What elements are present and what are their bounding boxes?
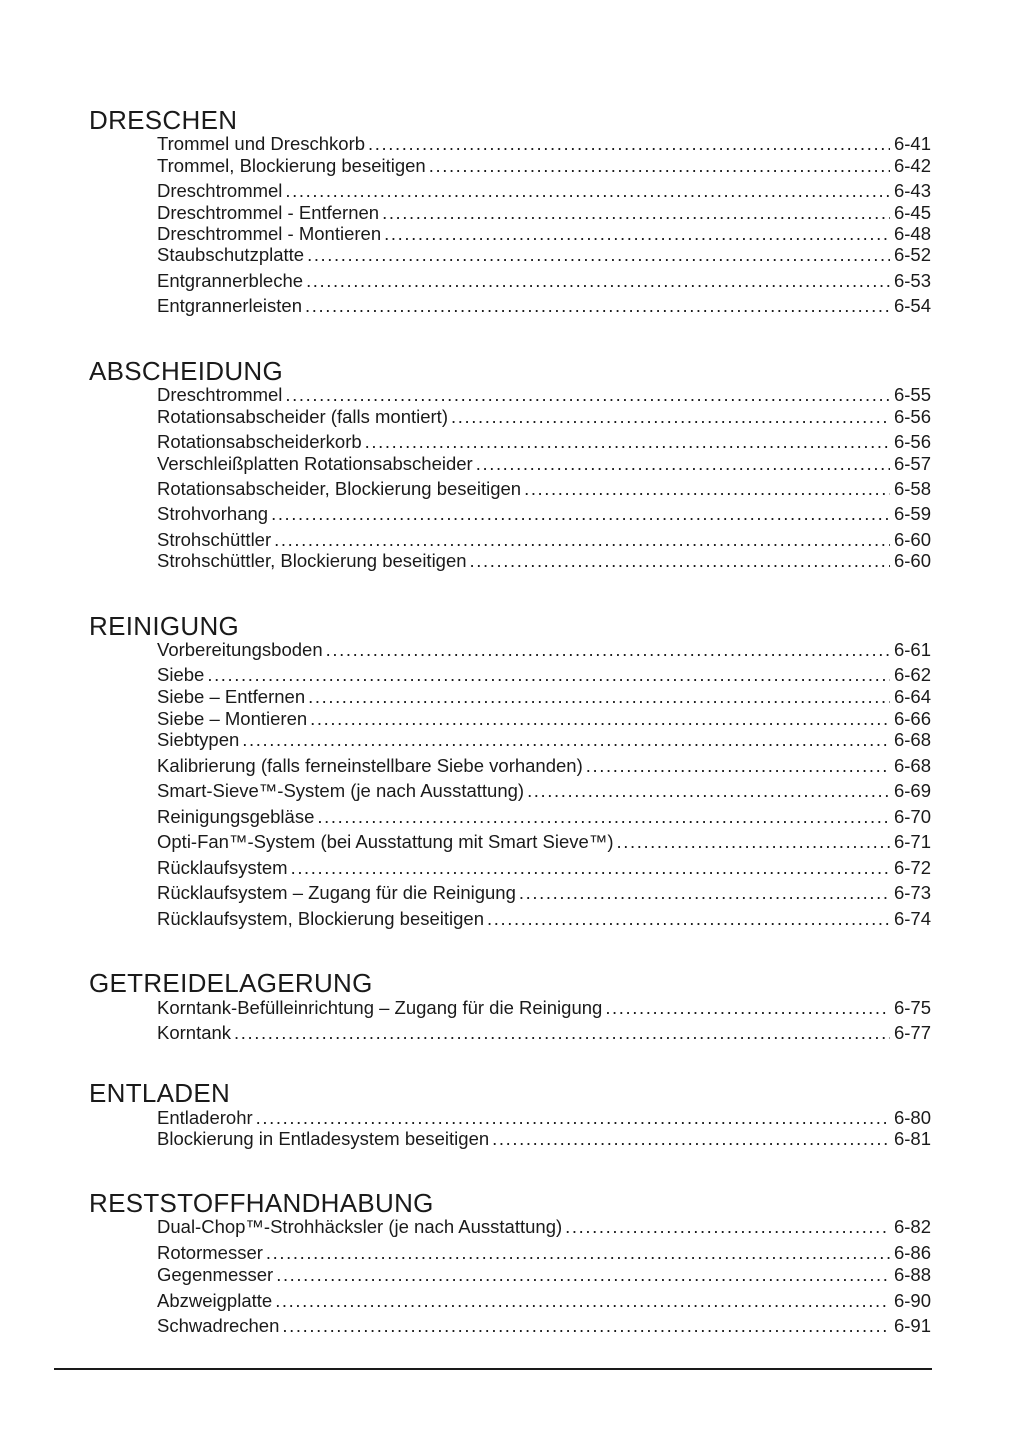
entry-page: 6-74 — [893, 908, 931, 929]
toc-entry[interactable] — [157, 908, 931, 930]
dot-leader — [487, 908, 890, 930]
dot-leader — [429, 155, 890, 177]
dot-leader — [306, 270, 890, 292]
entry-label: Staubschutzplatte — [157, 244, 305, 265]
toc-entry[interactable] — [157, 1128, 931, 1150]
entry-page: 6-68 — [893, 729, 931, 750]
entry-page: 6-53 — [893, 270, 931, 291]
entry-label: Rücklaufsystem — [157, 857, 288, 878]
entry-page: 6-54 — [893, 295, 931, 316]
entry-label: Abzweigplatte — [157, 1290, 273, 1311]
entry-page: 6-66 — [893, 708, 931, 729]
entry-page: 6-42 — [893, 155, 931, 176]
toc-entry[interactable] — [157, 406, 931, 428]
toc-entry[interactable] — [157, 639, 931, 661]
entry-label: Siebe – Entfernen — [157, 686, 306, 707]
entry-label: Strohschüttler — [157, 529, 272, 550]
toc-entry[interactable] — [157, 478, 931, 500]
entry-label: Rücklaufsystem – Zugang für die Reinigung — [157, 882, 516, 903]
dot-leader — [605, 997, 890, 1019]
dot-leader — [565, 1216, 890, 1238]
toc-entry[interactable] — [157, 155, 931, 177]
toc-entry[interactable] — [157, 202, 931, 224]
section-title: ABSCHEIDUNG — [89, 356, 283, 386]
toc-entry[interactable] — [157, 1216, 931, 1238]
entry-page: 6-69 — [893, 780, 931, 801]
toc-entry[interactable] — [157, 1107, 931, 1129]
toc-entry[interactable] — [157, 729, 931, 751]
dot-leader — [266, 1242, 890, 1264]
dot-leader — [308, 686, 890, 708]
entry-label: Rücklaufsystem, Blockierung beseitigen — [157, 908, 484, 929]
toc-entry[interactable] — [157, 295, 931, 317]
entry-label: Kalibrierung (falls ferneinstellbare Siebe vorhanden) — [157, 755, 583, 776]
entry-label: Korntank — [157, 1022, 232, 1043]
entry-page: 6-82 — [893, 1216, 931, 1237]
entry-label: Dreschtrommel — [157, 180, 283, 201]
toc-entry[interactable] — [157, 664, 931, 686]
toc-entry[interactable] — [157, 550, 931, 572]
entry-page: 6-73 — [893, 882, 931, 903]
section-title: GETREIDELAGERUNG — [89, 968, 373, 998]
entry-label: Blockierung in Entladesystem beseitigen — [157, 1128, 490, 1149]
toc-entry[interactable] — [157, 686, 931, 708]
toc-entry[interactable] — [157, 882, 931, 904]
bottom-divider — [54, 1368, 932, 1370]
toc-entry[interactable] — [157, 431, 931, 453]
dot-leader — [307, 244, 890, 266]
entry-label: Trommel und Dreschkorb — [157, 133, 366, 154]
entry-page: 6-48 — [893, 223, 931, 244]
entry-label: Korntank-Befülleinrichtung – Zugang für die Reinigung — [157, 997, 603, 1018]
toc-entry[interactable] — [157, 223, 931, 245]
entry-label: Rotationsabscheider (falls montiert) — [157, 406, 448, 427]
dot-leader — [476, 453, 890, 475]
dot-leader — [285, 384, 890, 406]
entry-page: 6-56 — [893, 406, 931, 427]
toc-entry[interactable] — [157, 1290, 931, 1312]
section-title: RESTSTOFFHANDHABUNG — [89, 1188, 434, 1218]
entry-page: 6-70 — [893, 806, 931, 827]
dot-leader — [305, 295, 890, 317]
entry-label: Reinigungsgebläse — [157, 806, 315, 827]
dot-leader — [326, 639, 890, 661]
toc-entry[interactable] — [157, 1022, 931, 1044]
dot-leader — [451, 406, 890, 428]
entry-label: Rotationsabscheider, Blockierung beseitigen — [157, 478, 522, 499]
dot-leader — [527, 780, 890, 802]
toc-entry[interactable] — [157, 831, 931, 853]
section-title: REINIGUNG — [89, 611, 240, 641]
toc-entry[interactable] — [157, 1242, 931, 1264]
dot-leader — [384, 223, 890, 245]
entry-page: 6-81 — [893, 1128, 931, 1149]
entry-label: Vorbereitungsboden — [157, 639, 323, 660]
dot-leader — [271, 503, 890, 525]
entry-page: 6-57 — [893, 453, 931, 474]
entry-page: 6-86 — [893, 1242, 931, 1263]
entry-page: 6-77 — [893, 1022, 931, 1043]
dot-leader — [256, 1107, 890, 1129]
toc-entry[interactable] — [157, 180, 931, 202]
entry-label: Verschleißplatten Rotationsabscheider — [157, 453, 473, 474]
dot-leader — [368, 133, 890, 155]
entry-page: 6-80 — [893, 1107, 931, 1128]
entry-page: 6-52 — [893, 244, 931, 265]
entry-label: Dreschtrommel — [157, 384, 283, 405]
toc-entry[interactable] — [157, 857, 931, 879]
toc-entry[interactable] — [157, 453, 931, 475]
toc-entry[interactable] — [157, 780, 931, 802]
dot-leader — [616, 831, 889, 853]
toc-entry[interactable] — [157, 270, 931, 292]
entry-label: Entgrannerbleche — [157, 270, 304, 291]
toc-entry[interactable] — [157, 708, 931, 730]
dot-leader — [519, 882, 890, 904]
section-title: ENTLADEN — [89, 1078, 231, 1108]
entry-label: Siebe – Montieren — [157, 708, 308, 729]
section-title: DRESCHEN — [89, 105, 238, 135]
entry-page: 6-55 — [893, 384, 931, 405]
dot-leader — [365, 431, 890, 453]
entry-page: 6-72 — [893, 857, 931, 878]
dot-leader — [276, 1264, 890, 1286]
entry-label: Strohschüttler, Blockierung beseitigen — [157, 550, 467, 571]
entry-page: 6-56 — [893, 431, 931, 452]
entry-page: 6-43 — [893, 180, 931, 201]
entry-page: 6-88 — [893, 1264, 931, 1285]
toc-entry[interactable] — [157, 1315, 931, 1337]
entry-label: Rotationsabscheiderkorb — [157, 431, 362, 452]
toc-entry[interactable] — [157, 529, 931, 551]
entry-label: Strohvorhang — [157, 503, 269, 524]
dot-leader — [382, 202, 890, 224]
entry-page: 6-64 — [893, 686, 931, 707]
entry-page: 6-90 — [893, 1290, 931, 1311]
entry-label: Entgrannerleisten — [157, 295, 303, 316]
entry-page: 6-91 — [893, 1315, 931, 1336]
entry-page: 6-61 — [893, 639, 931, 660]
toc-entry[interactable] — [157, 503, 931, 525]
toc-entry[interactable] — [157, 244, 931, 266]
toc-entry[interactable] — [157, 1264, 931, 1286]
entry-page: 6-41 — [893, 133, 931, 154]
dot-leader — [524, 478, 890, 500]
entry-label: Trommel, Blockierung beseitigen — [157, 155, 426, 176]
entry-page: 6-71 — [893, 831, 931, 852]
dot-leader — [282, 1315, 890, 1337]
dot-leader — [291, 857, 890, 879]
entry-page: 6-62 — [893, 664, 931, 685]
entry-label: Dreschtrommel - Entfernen — [157, 202, 380, 223]
dot-leader — [317, 806, 890, 828]
entry-label: Siebe — [157, 664, 205, 685]
toc-entry[interactable] — [157, 997, 931, 1019]
toc-entry[interactable] — [157, 133, 931, 155]
entry-label: Dreschtrommel - Montieren — [157, 223, 382, 244]
dot-leader — [310, 708, 890, 730]
dot-leader — [492, 1128, 890, 1150]
entry-page: 6-59 — [893, 503, 931, 524]
dot-leader — [274, 529, 890, 551]
entry-label: Siebtypen — [157, 729, 240, 750]
dot-leader — [586, 755, 890, 777]
entry-label: Rotormesser — [157, 1242, 263, 1263]
entry-page: 6-60 — [893, 529, 931, 550]
dot-leader — [234, 1022, 890, 1044]
entry-page: 6-75 — [893, 997, 931, 1018]
entry-label: Entladerohr — [157, 1107, 253, 1128]
entry-page: 6-60 — [893, 550, 931, 571]
entry-label: Schwadrechen — [157, 1315, 280, 1336]
toc-entry[interactable] — [157, 384, 931, 406]
entry-label: Dual-Chop™-Strohhäcksler (je nach Ausstattung) — [157, 1216, 563, 1237]
entry-page: 6-45 — [893, 202, 931, 223]
dot-leader — [470, 550, 890, 572]
dot-leader — [275, 1290, 890, 1312]
entry-page: 6-68 — [893, 755, 931, 776]
toc-entry[interactable] — [157, 755, 931, 777]
entry-label: Smart-Sieve™-System (je nach Ausstattung) — [157, 780, 525, 801]
dot-leader — [207, 664, 890, 686]
toc-entry[interactable] — [157, 806, 931, 828]
dot-leader — [285, 180, 890, 202]
entry-label: Opti-Fan™-System (bei Ausstattung mit Smart Sieve™) — [157, 831, 614, 852]
dot-leader — [242, 729, 890, 751]
entry-label: Gegenmesser — [157, 1264, 274, 1285]
entry-page: 6-58 — [893, 478, 931, 499]
